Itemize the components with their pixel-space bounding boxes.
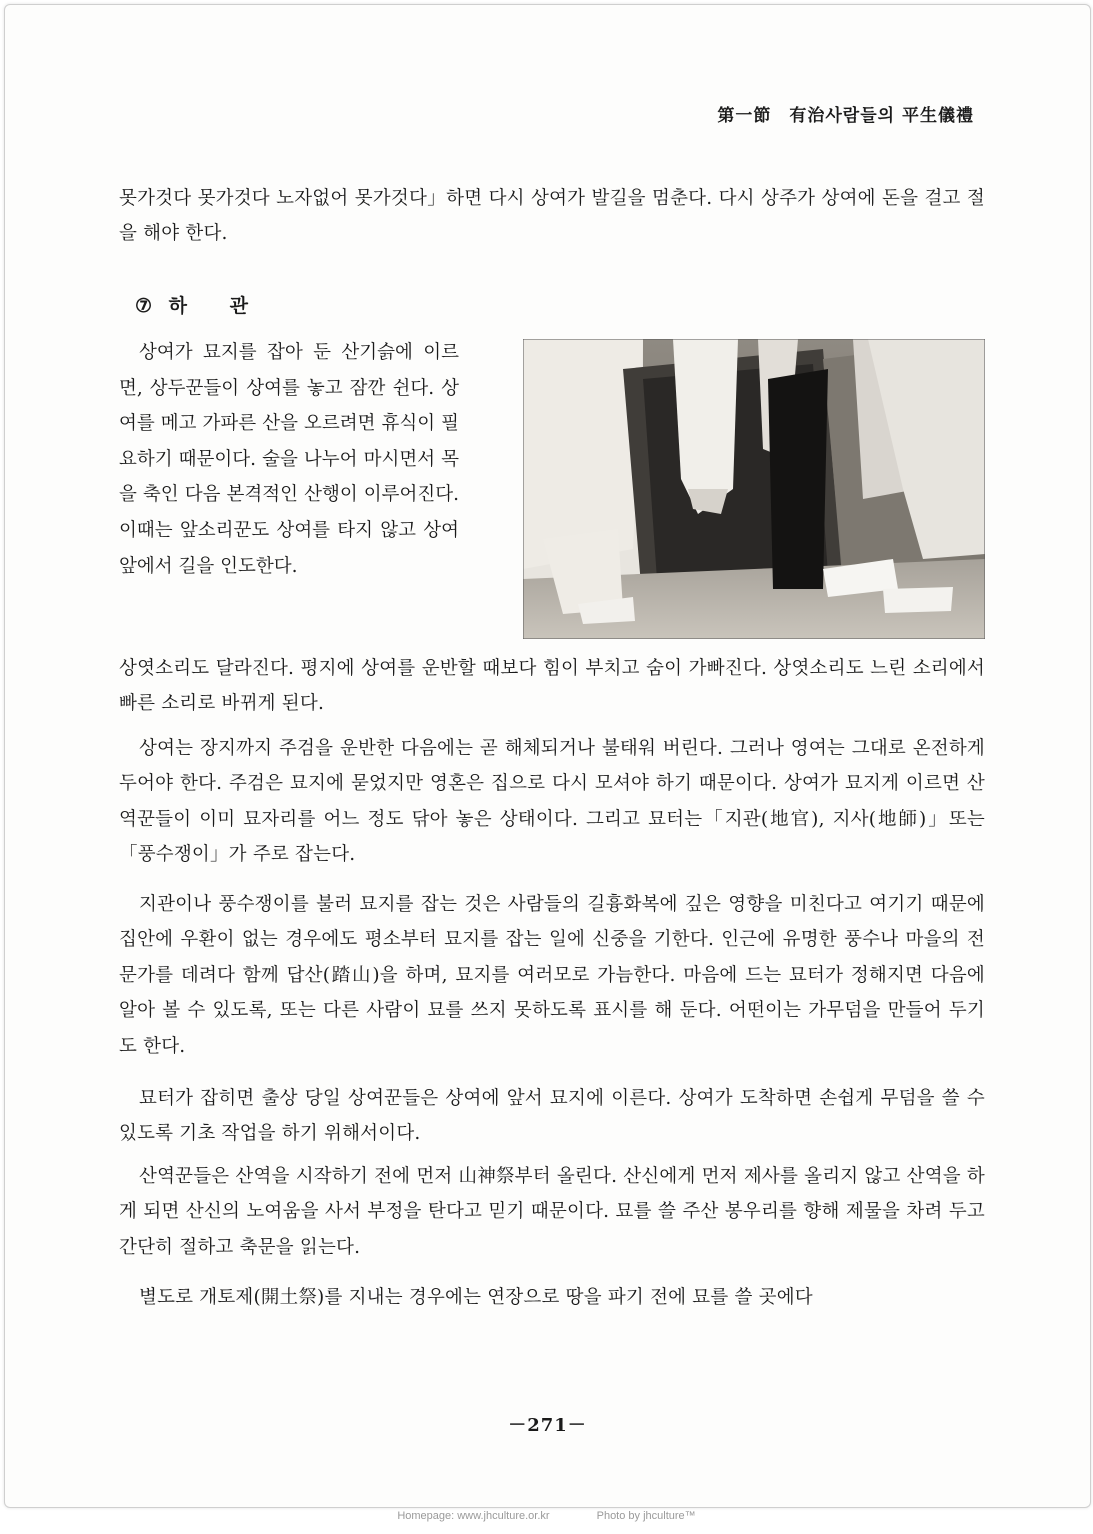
page-number: －271－ <box>508 1415 587 1436</box>
photo-credit: Photo by jhculture™ <box>596 1510 696 1522</box>
paragraph-4: 묘터가 잡히면 출상 당일 상여꾼들은 상여에 앞서 묘지에 이른다. 상여가 도착하면 손쉽게 무덤을 쓸 수 있도록 기초 작업을 하기 위해서이다. <box>119 1088 985 1145</box>
black-and-white-photo-of-grave-pit <box>523 339 985 639</box>
homepage-link[interactable]: Homepage: www.jhculture.or.kr <box>397 1510 550 1522</box>
document-page <box>4 4 1091 1508</box>
footer-credits <box>0 1510 1093 1522</box>
paragraph-6: 별도로 개토제(開土祭)를 지내는 경우에는 연장으로 땅을 파기 전에 묘를 쓸 곳에다 <box>139 1287 813 1308</box>
section-title-part-1: 하 <box>168 295 188 317</box>
paragraph-5: 산역꾼들은 산역을 시작하기 전에 먼저 山神祭부터 올린다. 산신에게 먼저 제사를 올리지 않고 산역을 하게 되면 산신의 노여움을 사서 부정을 탄다고 믿기 때문이다. 묘를 쓸 주산 봉우리를 향해 제물을 차려 두고 간단히 절하고 축문을 읽는다. <box>119 1166 986 1258</box>
paragraph-2: 상여는 장지까지 주검을 운반한 다음에는 곧 해체되거나 불태워 버린다. 그러나 영여는 그대로 온전하게 두어야 한다. 주검은 묘지에 묻었지만 영혼은 집으로 다시 모셔야 하기 때문이다. 상여가 묘지게 이르면 산역꾼들이 이미 묘자리를 어느 정도 닦아 놓은 상태이다. 그리고 묘터는「지관(地官), 지사(地師)」또는「풍수쟁이」가 주로 잡는다. <box>119 738 985 866</box>
running-head: 第一節 有治사람들의 平生儀禮 <box>717 106 974 126</box>
paragraph-3: 지관이나 풍수쟁이를 불러 묘지를 잡는 것은 사람들의 길흉화복에 깊은 영향을 미친다고 여기기 때문에 집안에 우환이 없는 경우에도 평소부터 묘지를 잡는 일에 신중을 기한다. 인근에 유명한 풍수나 마을의 전문가를 데려다 함께 답산(踏山)을 하며, 묘지를 여러모로 가늠한다. 마음에 드는 묘터가 정해지면 다음에 알아 볼 수 있도록, 또는 다른 사람이 묘를 쓰지 못하도록 표시를 해 둔다. 어떤이는 가무덤을 만들어 두기도 한다. <box>119 894 985 1057</box>
burial-photo <box>523 339 985 639</box>
section-number: ⑦ <box>135 295 153 317</box>
section-title-part-2: 관 <box>229 295 249 317</box>
paragraph-continued: 상엿소리도 달라진다. 평지에 상여를 운반할 때보다 힘이 부치고 숨이 가빠진다. 상엿소리도 느린 소리에서 빠른 소리로 바뀌게 된다. <box>119 658 985 715</box>
paragraph-beside-photo: 상여가 묘지를 잡아 둔 산기슭에 이르면, 상두꾼들이 상여를 놓고 잠깐 쉰다. 상여를 메고 가파른 산을 오르려면 휴식이 필요하기 때문이다. 술을 나누어 마시면서 목을 축인 다음 본격적인 산행이 이루어진다. 이때는 앞소리꾼도 상여를 타지 않고 상여 앞에서 길을 인도한다. <box>119 342 459 577</box>
section-heading <box>135 291 248 318</box>
paragraph-intro: 못가것다 못가것다 노자없어 못가것다」하면 다시 상여가 발길을 멈춘다. 다시 상주가 상여에 돈을 걸고 절을 해야 한다. <box>119 188 985 245</box>
